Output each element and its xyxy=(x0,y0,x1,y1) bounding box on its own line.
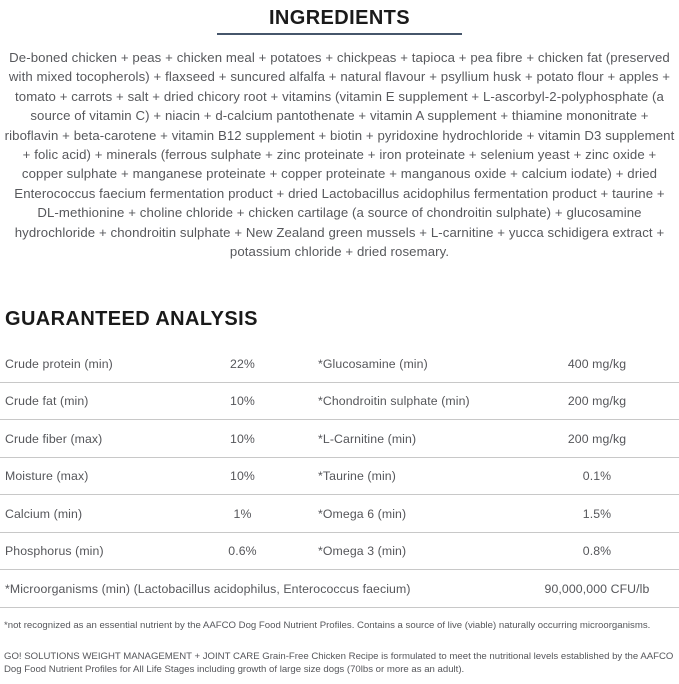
nutrient-value: 0.8% xyxy=(582,544,612,559)
nutrient-value: 0.6% xyxy=(228,544,257,559)
nutrient-value: 90,000,000 CFU/lb xyxy=(544,581,650,596)
nutrient-label: Crude fiber (max) xyxy=(5,431,103,446)
nutrient-value: 0.1% xyxy=(582,469,612,484)
guaranteed-analysis-title: GUARANTEED ANALYSIS xyxy=(5,308,258,331)
nutrient-value: 10% xyxy=(230,431,255,446)
ingredients-text: De-boned chicken + peas + chicken meal + potatoes + chickpeas + tapioca + pea fibre + chicken fat (preserved with mixed tocopherols) + flaxseed + suncured alfalfa + natural flavour + psyllium husk + potato flour + apples + tomato + carrots + salt + dried chicory root + vitamins (vitamin E supplement + L-ascorbyl-2-polyphosphate (a source of vitamin C) + niacin + d-calcium pantothenate + vitamin A supplement + thiamine mononitrate + riboflavin + beta-carotene + vitamin B12 supplement + biotin + pyridoxine hydrochloride + vitamin D3 supplement + folic acid) + minerals (ferrous sulphate + zinc proteinate + iron proteinate + selenium yeast + zinc oxide + copper sulphate + manganese proteinate + copper proteinate + manganous oxide + calcium iodate) + dried Enterococcus faecium fermentation product + dried Lactobacillus acidophilus fermentation product + taurine + DL-methionine + choline chloride + chicken cartilage (a source of chondroitin sulphate) + glucosamine hydrochloride + chondroitin sulphate + New Zealand green mussels + L-carnitine + yucca schidigera extract + potassium chloride + dried rosemary. xyxy=(4,50,675,260)
nutrient-label: Phosphorus (min) xyxy=(5,544,104,559)
nutrient-label: Crude fat (min) xyxy=(5,394,89,409)
asterisk-footnote: *not recognized as an essential nutrient by the AAFCO Dog Food Nutrient Profiles. Contains a source of live (viable) naturally occurring microorganisms. xyxy=(4,619,651,631)
table-row xyxy=(0,420,679,458)
nutrient-value: 200 mg/kg xyxy=(567,431,627,446)
nutrient-value: 22% xyxy=(230,356,255,371)
nutrient-label: *Glucosamine (min) xyxy=(318,356,428,371)
title-underline-rule xyxy=(217,33,462,35)
ingredients-title: INGREDIENTS xyxy=(268,7,411,29)
nutrient-value: 1% xyxy=(233,506,252,521)
nutrient-value: 400 mg/kg xyxy=(567,356,627,371)
nutrient-value: 200 mg/kg xyxy=(567,394,627,409)
nutrient-label: *Omega 6 (min) xyxy=(318,506,407,521)
nutrient-label: Calcium (min) xyxy=(5,506,83,521)
nutrient-value: 10% xyxy=(230,469,255,484)
aafco-statement: GO! SOLUTIONS WEIGHT MANAGEMENT + JOINT CARE Grain-Free Chicken Recipe is formulated to meet the nutritional levels established by the AAFCO Dog Food Nutrient Profiles for All Life Stages including growth of large size dogs (70lbs or more as an adult). xyxy=(4,651,674,676)
nutrient-label: *Microorganisms (min) (Lactobacillus acidophilus, Enterococcus faecium) xyxy=(5,581,411,596)
nutrient-value: 10% xyxy=(230,394,255,409)
nutrient-label: *Omega 3 (min) xyxy=(318,544,407,559)
table-row xyxy=(0,383,679,421)
nutrient-label: Moisture (max) xyxy=(5,469,89,484)
table-row xyxy=(0,533,679,571)
table-row xyxy=(0,345,679,383)
table-row-microorganisms xyxy=(0,570,679,608)
nutrient-label: *Chondroitin sulphate (min) xyxy=(318,394,470,409)
nutrient-value: 1.5% xyxy=(582,506,612,521)
nutrient-label: Crude protein (min) xyxy=(5,356,113,371)
nutrient-label: *L-Carnitine (min) xyxy=(318,431,417,446)
guaranteed-analysis-table xyxy=(0,345,679,608)
nutrient-label: *Taurine (min) xyxy=(318,469,396,484)
table-row xyxy=(0,458,679,496)
table-row xyxy=(0,495,679,533)
